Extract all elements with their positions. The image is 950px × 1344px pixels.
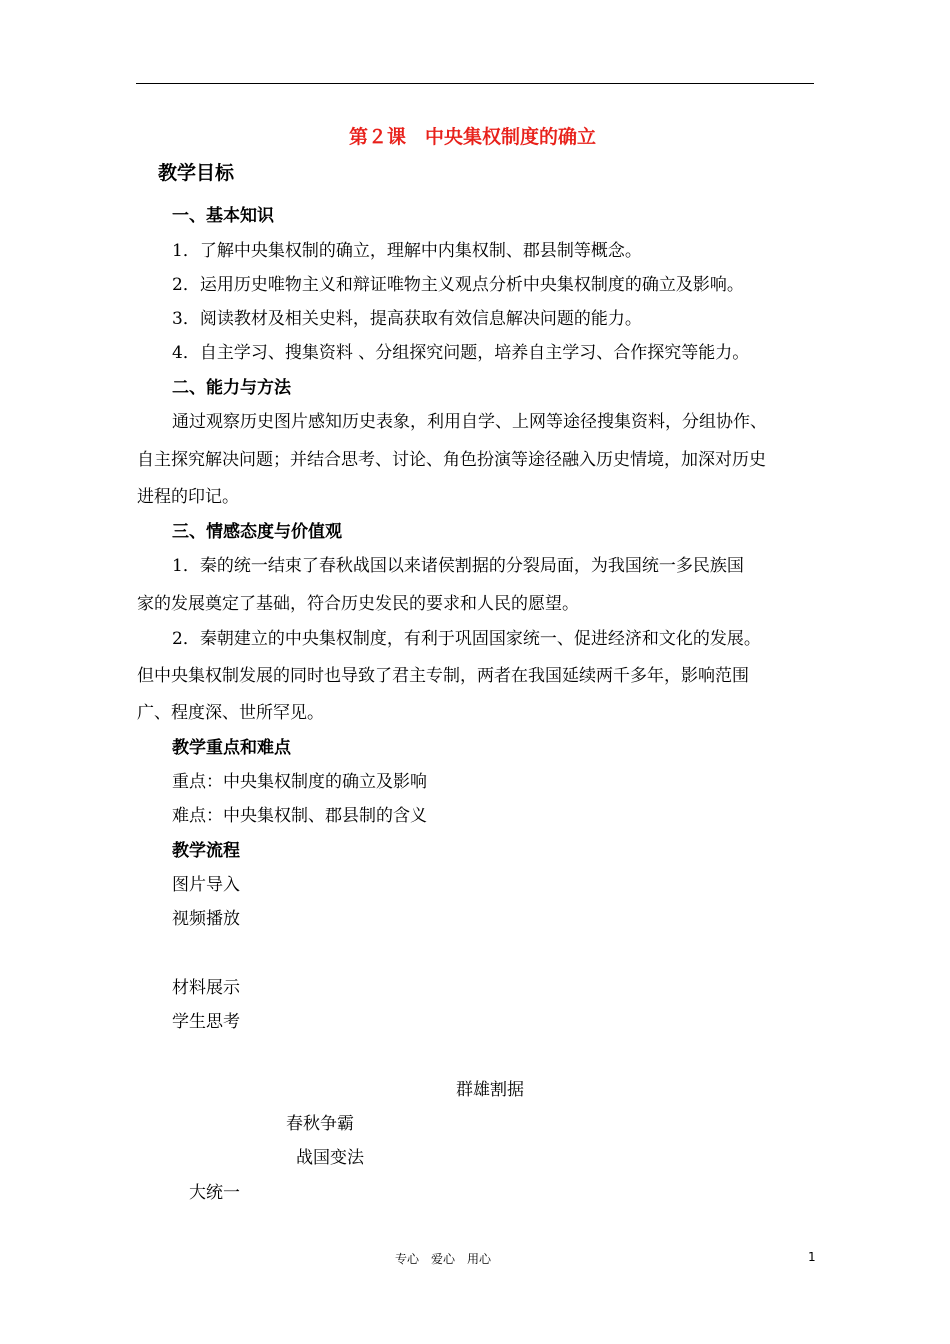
footer-motto: 专心 爱心 用心 bbox=[395, 1252, 492, 1266]
diagram-label-spring-autumn: 春秋争霸 bbox=[286, 1114, 354, 1134]
flow-heading: 教学流程 bbox=[172, 841, 240, 861]
knowledge-item: 1．了解中央集权制的确立，理解中内集权制、郡县制等概念。 bbox=[172, 241, 642, 261]
flow-step: 图片导入 bbox=[172, 875, 240, 895]
ability-line: 通过观察历史图片感知历史表象，利用自学、上网等途径搜集资料，分组协作、 bbox=[172, 412, 767, 432]
goals-heading: 教学目标 bbox=[158, 162, 235, 184]
section-ability-heading: 二、能力与方法 bbox=[172, 378, 291, 398]
diagram-label-top: 群雄割据 bbox=[456, 1080, 524, 1100]
values-line: 2．秦朝建立的中央集权制度，有利于巩固国家统一、促进经济和文化的发展。 bbox=[172, 629, 761, 649]
knowledge-item: 4．自主学习、搜集资料 、分组探究问题，培养自主学习、合作探究等能力。 bbox=[172, 343, 750, 363]
diagram-label-unification: 大统一 bbox=[189, 1183, 240, 1203]
flow-step: 学生思考 bbox=[172, 1012, 240, 1032]
knowledge-item: 3．阅读教材及相关史料，提高获取有效信息解决问题的能力。 bbox=[172, 309, 642, 329]
values-line: 但中央集权制发展的同时也导致了君主专制，两者在我国延续两千多年，影响范围 bbox=[137, 666, 749, 686]
ability-line: 自主探究解决问题；并结合思考、讨论、角色扮演等途径融入历史情境，加深对历史 bbox=[137, 450, 766, 470]
flow-step: 视频播放 bbox=[172, 909, 240, 929]
knowledge-item: 2．运用历史唯物主义和辩证唯物主义观点分析中央集权制度的确立及影响。 bbox=[172, 275, 744, 295]
values-line: 广、程度深、世所罕见。 bbox=[137, 703, 324, 723]
ability-line: 进程的印记。 bbox=[137, 487, 239, 507]
section-values-heading: 三、情感态度与价值观 bbox=[172, 522, 342, 542]
page-number: 1 bbox=[808, 1250, 816, 1264]
lesson-title: 第２课 中央集权制度的确立 bbox=[349, 126, 597, 148]
flow-step: 材料展示 bbox=[172, 978, 240, 998]
keypoint-focus: 重点：中央集权制度的确立及影响 bbox=[172, 772, 427, 792]
section-basic-knowledge-heading: 一、基本知识 bbox=[172, 206, 274, 226]
diagram-label-warring-states: 战国变法 bbox=[296, 1148, 364, 1168]
values-line: 1．秦的统一结束了春秋战国以来诸侯割据的分裂局面，为我国统一多民族国 bbox=[172, 556, 744, 576]
header-rule bbox=[136, 83, 814, 84]
keypoint-difficulty: 难点：中央集权制、郡县制的含义 bbox=[172, 806, 427, 826]
values-line: 家的发展奠定了基础，符合历史发民的要求和人民的愿望。 bbox=[137, 594, 579, 614]
keypoints-heading: 教学重点和难点 bbox=[172, 738, 291, 758]
